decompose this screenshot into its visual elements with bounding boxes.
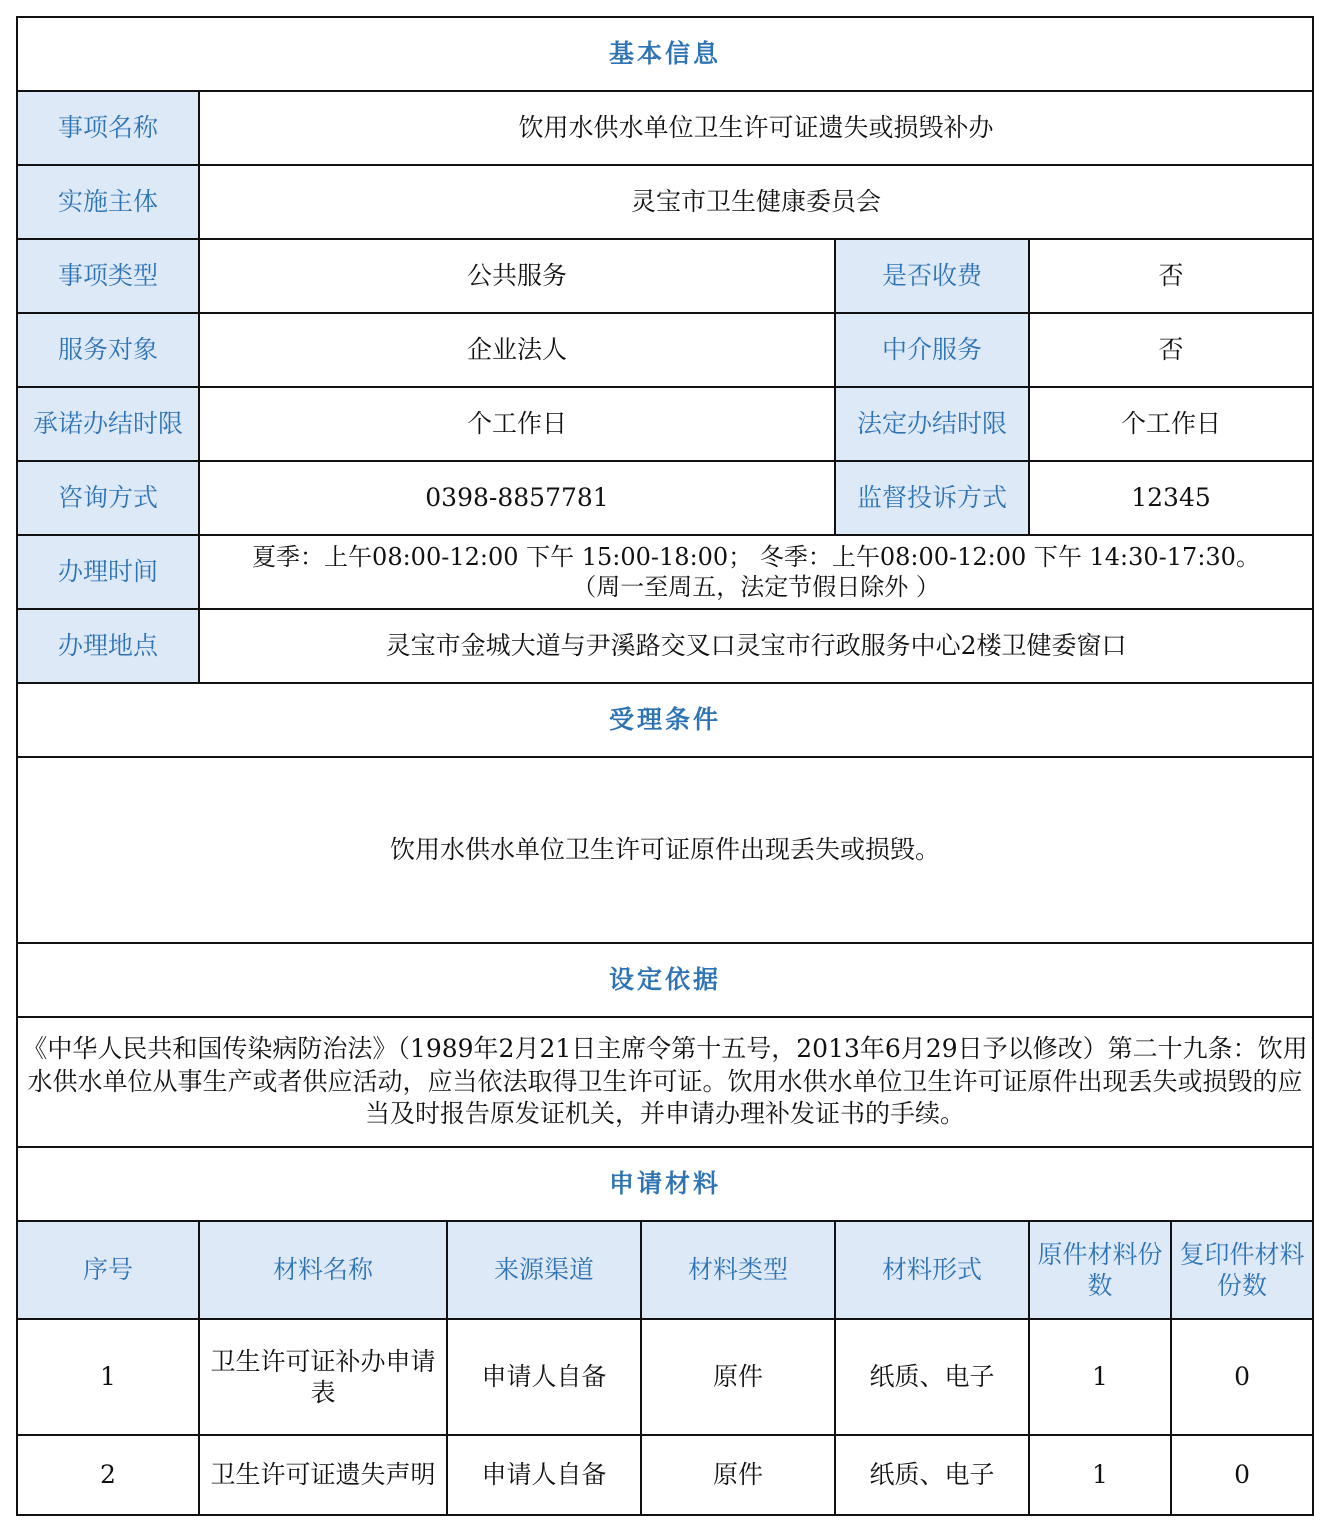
office-hours-label: 办理时间 (17, 535, 199, 609)
complaint-label: 监督投诉方式 (835, 461, 1029, 535)
office-place-value: 灵宝市金城大道与尹溪路交叉口灵宝市行政服务中心2楼卫健委窗口 (199, 609, 1313, 683)
office-hours-line1: 夏季：上午08:00-12:00 下午 15:00-18:00； 冬季：上午08:00-12:00 下午 14:30-17:30。 (252, 543, 1260, 571)
row-orig: 1 (1029, 1435, 1171, 1515)
service-info-table (16, 16, 1314, 1516)
intermediary-value: 否 (1029, 313, 1313, 387)
conditions-text: 饮用水供水单位卫生许可证原件出现丢失或损毁。 (17, 757, 1313, 943)
table-row (17, 1319, 1313, 1435)
row-no: 1 (17, 1319, 199, 1435)
office-hours-value (199, 535, 1313, 609)
table-row (17, 1435, 1313, 1515)
item-type-value: 公共服务 (199, 239, 835, 313)
row-type: 原件 (641, 1319, 835, 1435)
basis-text: 《中华人民共和国传染病防治法》（1989年2月21日主席令第十五号，2013年6月29日予以修改）第二十九条：饮用水供水单位从事生产或者供应活动，应当依法取得卫生许可证。饮用水供水单位卫生许可证原件出现丢失或损毁的应当及时报告原发证机关，并申请办理补发证书的手续。 (17, 1017, 1313, 1147)
row-type: 原件 (641, 1435, 835, 1515)
row-name: 卫生许可证遗失声明 (199, 1435, 447, 1515)
col-header-form: 材料形式 (835, 1221, 1029, 1319)
row-source: 申请人自备 (447, 1435, 641, 1515)
fee-label: 是否收费 (835, 239, 1029, 313)
promise-time-label: 承诺办结时限 (17, 387, 199, 461)
consult-label: 咨询方式 (17, 461, 199, 535)
col-header-source: 来源渠道 (447, 1221, 641, 1319)
item-name-label: 事项名称 (17, 91, 199, 165)
agency-label: 实施主体 (17, 165, 199, 239)
service-target-label: 服务对象 (17, 313, 199, 387)
complaint-phone: 12345 (1029, 461, 1313, 535)
row-source: 申请人自备 (447, 1319, 641, 1435)
service-target-value: 企业法人 (199, 313, 835, 387)
service-sheet (16, 16, 1312, 1516)
fee-value: 否 (1029, 239, 1313, 313)
row-orig: 1 (1029, 1319, 1171, 1435)
row-copy: 0 (1171, 1435, 1313, 1515)
col-header-no: 序号 (17, 1221, 199, 1319)
section-title-materials: 申请材料 (17, 1147, 1313, 1221)
legal-time-value: 个工作日 (1029, 387, 1313, 461)
promise-time-value: 个工作日 (199, 387, 835, 461)
col-header-copy: 复印件材料份数 (1171, 1221, 1313, 1319)
section-title-basis: 设定依据 (17, 943, 1313, 1017)
legal-time-label: 法定办结时限 (835, 387, 1029, 461)
office-place-label: 办理地点 (17, 609, 199, 683)
row-no: 2 (17, 1435, 199, 1515)
col-header-type: 材料类型 (641, 1221, 835, 1319)
intermediary-label: 中介服务 (835, 313, 1029, 387)
row-form: 纸质、电子 (835, 1435, 1029, 1515)
row-form: 纸质、电子 (835, 1319, 1029, 1435)
section-title-conditions: 受理条件 (17, 683, 1313, 757)
agency-value: 灵宝市卫生健康委员会 (199, 165, 1313, 239)
consult-phone: 0398-8857781 (199, 461, 835, 535)
item-type-label: 事项类型 (17, 239, 199, 313)
col-header-orig: 原件材料份数 (1029, 1221, 1171, 1319)
row-copy: 0 (1171, 1319, 1313, 1435)
item-name-value: 饮用水供水单位卫生许可证遗失或损毁补办 (199, 91, 1313, 165)
row-name: 卫生许可证补办申请表 (199, 1319, 447, 1435)
col-header-name: 材料名称 (199, 1221, 447, 1319)
section-title-basic: 基本信息 (17, 17, 1313, 91)
office-hours-line2: （周一至周五，法定节假日除外 ） (572, 573, 940, 601)
